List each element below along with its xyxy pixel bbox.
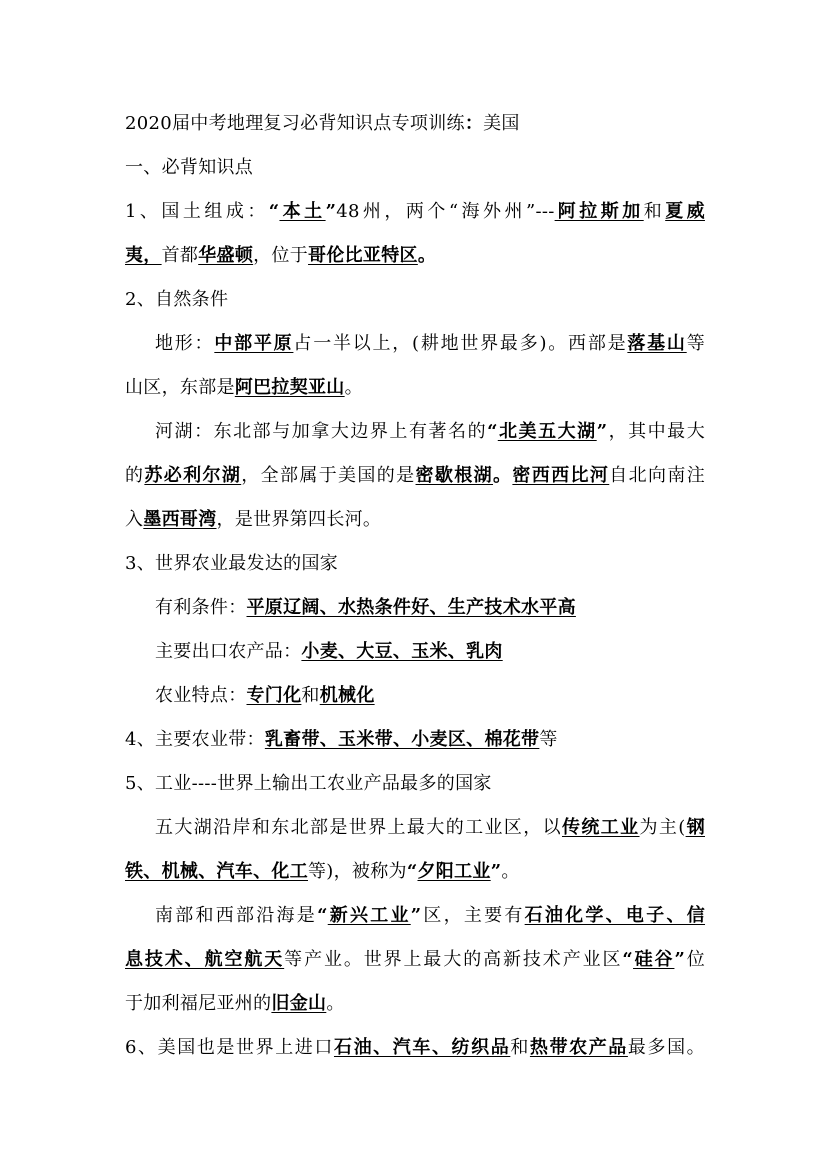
term-petrochemical-part1: 石油化学、电子、信 (524, 905, 706, 926)
industry-heading: 5、工业----世界上输出工农业产品最多的国家 (125, 773, 492, 794)
term-import-goods: 石油、汽车、纺织品 (333, 1037, 511, 1058)
industry1-text-3: 等)，被称为 (308, 861, 407, 882)
term-petrochemical-part2: 息技术、航空航天 (125, 949, 285, 970)
section-heading: 一、必背知识点 (125, 157, 254, 178)
terrain-etc: 等 (686, 333, 706, 354)
lakes-text-6: 入 (125, 509, 144, 530)
lakes-line-3 (125, 508, 705, 532)
territory-label: 1、国土组成： (125, 201, 269, 222)
term-central-plains: 中部平原 (214, 333, 294, 354)
term-mississippi: 密西西比河 (512, 465, 610, 486)
located-text: ，位于 (253, 245, 309, 266)
term-mainland: 本土 (279, 201, 326, 222)
term-hawaii-part2: 夷， (125, 245, 162, 266)
lakes-text: ：东北部与加拿大边界上有著名的 (194, 421, 488, 442)
imports-text-2: 最多国。 (627, 1037, 705, 1058)
term-washington: 华盛顿 (198, 245, 254, 266)
quote-open: “ (487, 421, 498, 442)
terrain-line-2 (125, 376, 705, 400)
exports-line (155, 640, 705, 664)
lakes-line-2 (125, 464, 705, 488)
term-steel-part2: 铁、机械、汽车、化工 (125, 861, 308, 882)
lakes-label: 河湖 (155, 421, 195, 442)
quote-open: “ (268, 201, 280, 222)
exports-label: 主要出口农产品： (155, 641, 302, 662)
industry1-text-2: 为主( (639, 817, 686, 838)
term-tropical-products: 热带农产品 (529, 1037, 628, 1058)
imports-text: 6、美国也是世界上进口 (125, 1037, 334, 1058)
title-main: 2020届中考地理复习必背知识点专项训练 (125, 113, 465, 134)
terrain-text-2: 山区，东部是 (125, 377, 235, 398)
term-emerging-industry: 新兴工业 (327, 905, 411, 926)
lakes-text-5: 自北向南注 (609, 465, 706, 486)
favorable-value: 平原辽阔、水热条件好、生产技术水平高 (246, 597, 576, 618)
natural-conditions-heading: 2、自然条件 (125, 289, 229, 310)
term-lake-michigan: 密歇根湖 (415, 465, 494, 486)
terrain-line-1 (155, 332, 705, 356)
industry2-text-2: 区，主要有 (421, 905, 525, 926)
term-district-of-columbia: 哥伦比亚特区 (308, 245, 418, 266)
industry1-line-1 (155, 816, 705, 840)
lakes-line-1 (155, 420, 705, 444)
term-alaska: 阿拉斯加 (554, 201, 644, 222)
term-appalachian: 阿巴拉契亚山 (234, 377, 345, 398)
conjunction: 和 (510, 1037, 530, 1058)
terrain-label: 地形： (155, 333, 215, 354)
period: 。 (326, 993, 345, 1014)
industry2-line-3 (125, 992, 705, 1016)
agri-features-line (155, 684, 705, 708)
industry2-text-5: 于加利福尼亚州的 (125, 993, 272, 1014)
term-silicon-valley: 硅谷 (633, 949, 675, 970)
lakes-text-3: 的 (125, 465, 145, 486)
terrain-text: 占一半以上，(耕地世界最多)。西部是 (293, 333, 628, 354)
exports-value: 小麦、大豆、玉米、乳肉 (301, 641, 503, 662)
title-colon: ： (464, 113, 484, 134)
term-traditional-industry: 传统工业 (561, 817, 640, 838)
quote-close: ” (410, 905, 422, 926)
term-specialization: 专门化 (246, 685, 302, 706)
industry2-text: 南部和西部沿海是 (155, 905, 318, 926)
features-label: 农业特点： (155, 685, 247, 706)
term-mechanization: 机械化 (319, 685, 375, 706)
title-suffix: 美国 (483, 113, 520, 134)
period: 。 (493, 465, 513, 486)
capital-label: 首都 (161, 245, 199, 266)
quote-open: “ (622, 949, 634, 970)
agri-belts-value: 乳畜带、玉米带、小麦区、棉花带 (264, 729, 540, 750)
industry2-line-2 (125, 948, 705, 972)
term-rocky-mountains: 落基山 (627, 333, 687, 354)
imports-line (125, 1036, 705, 1060)
agri-belts-line (125, 728, 705, 752)
territory-line-1 (125, 200, 705, 224)
term-steel-part1: 钢 (685, 817, 705, 838)
quote-close: ” (325, 201, 337, 222)
term-sunset-industry: 夕阳工业 (417, 861, 491, 882)
lakes-text-7: ，是世界第四长河。 (216, 509, 382, 530)
quote-close: ” (596, 421, 608, 442)
industry2-text-4: 位 (685, 949, 705, 970)
term-lake-superior: 苏必利尔湖 (144, 465, 242, 486)
term-san-francisco: 旧金山 (271, 993, 327, 1014)
agri-belts-etc: 等 (539, 729, 558, 750)
industry1-text: 五大湖沿岸和东北部是世界上最大的工业区，以 (155, 817, 562, 838)
industry1-line-2 (125, 860, 705, 884)
territory-text: 48州，两个“海外州”--- (336, 201, 555, 222)
favorable-label: 有利条件： (155, 597, 247, 618)
industry2-text-3: 等产业。世界上最大的高新技术产业区 (284, 949, 623, 970)
term-gulf-of-mexico: 墨西哥湾 (143, 509, 217, 530)
quote-close: ” (674, 949, 686, 970)
term-hawaii-part1: 夏威 (665, 201, 705, 222)
conjunction: 和 (643, 201, 666, 222)
industry2-line-1 (155, 904, 705, 928)
agriculture-heading: 3、世界农业最发达的国家 (125, 553, 339, 574)
period: 。 (344, 377, 363, 398)
agri-belts-label: 4、主要农业带： (125, 729, 265, 750)
conjunction: 和 (301, 685, 320, 706)
quote-open: “ (317, 905, 328, 926)
territory-line-2 (125, 244, 705, 268)
lakes-text-4: ，全部属于美国的是 (241, 465, 416, 486)
period: 。 (501, 861, 520, 882)
period: 。 (417, 245, 437, 266)
quote-open: “ (406, 861, 418, 882)
quote-close: ” (490, 861, 502, 882)
term-great-lakes: 北美五大湖 (497, 421, 597, 442)
document-title (125, 112, 705, 136)
lakes-text-2: ，其中最大 (607, 421, 706, 442)
favorable-conditions-line (155, 596, 705, 620)
